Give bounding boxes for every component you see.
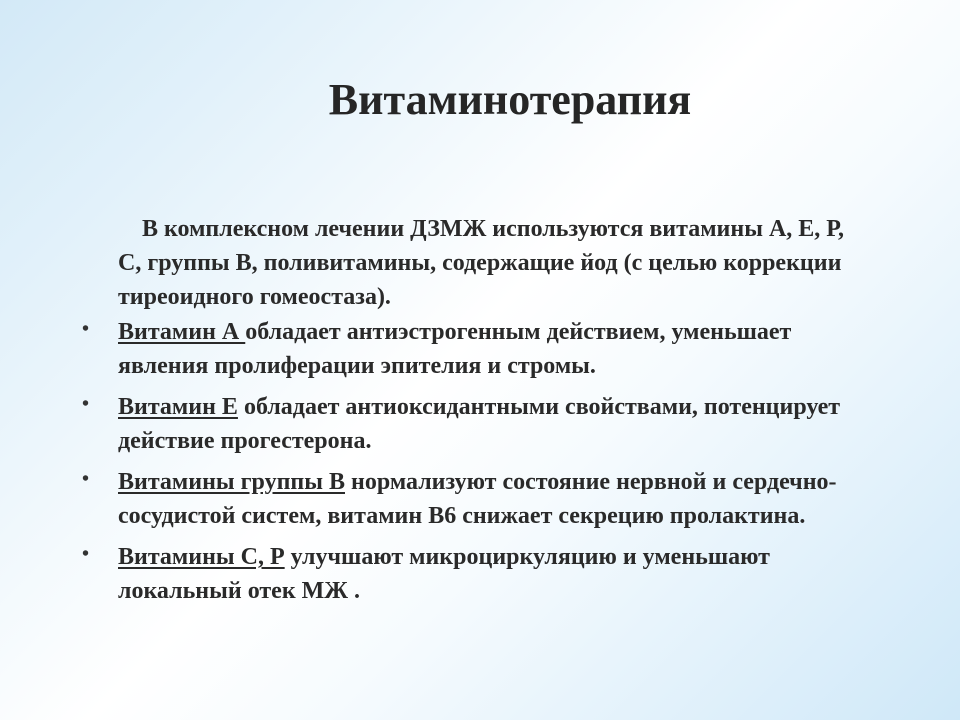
vitamin-e-text [118, 390, 880, 458]
vitamin-c-p-term: Витамины С, Р [118, 544, 285, 570]
intro-paragraph: В комплексном лечении ДЗМЖ используются витамины А, Е, Р, С, группы В, поливитамины, содержащие йод (с целью коррекции тиреоидного гомеостаза). [118, 216, 844, 310]
vitamin-b-description: нормализуют состояние нервной и сердечно-сосудистой систем, витамин В6 снижает секрецию пролактина. [118, 469, 837, 529]
vitamin-c-p-description: улучшают микроциркуляцию и уменьшают локальный отек МЖ . [118, 544, 770, 604]
vitamin-e-term: Витамин Е [118, 394, 238, 420]
vitamin-a-item [80, 315, 880, 383]
vitamin-e-description: обладает антиоксидантными свойствами, потенцирует действие прогестерона. [118, 394, 841, 454]
vitamin-a-description: обладает антиэстрогенным действием, уменьшает явления пролиферации эпителия и стромы. [118, 319, 792, 379]
vitamin-a-text [118, 315, 880, 383]
vitamin-b-item [80, 465, 880, 533]
bullet-icon: • [82, 468, 90, 490]
bullet-icon: • [82, 543, 90, 565]
vitamin-b-text [118, 465, 880, 533]
vitamin-e-item [80, 390, 880, 458]
bullet-icon: • [82, 318, 90, 340]
vitamin-a-term: Витамин А [118, 319, 246, 345]
bullet-icon: • [82, 393, 90, 415]
vitamin-list [80, 315, 880, 608]
vitamin-b-term: Витамины группы В [118, 469, 345, 495]
slide-content [80, 212, 880, 608]
vitamin-c-p-text [118, 540, 880, 608]
vitamin-c-p-item [80, 540, 880, 608]
slide-title: Витаминотерапия [328, 75, 692, 124]
